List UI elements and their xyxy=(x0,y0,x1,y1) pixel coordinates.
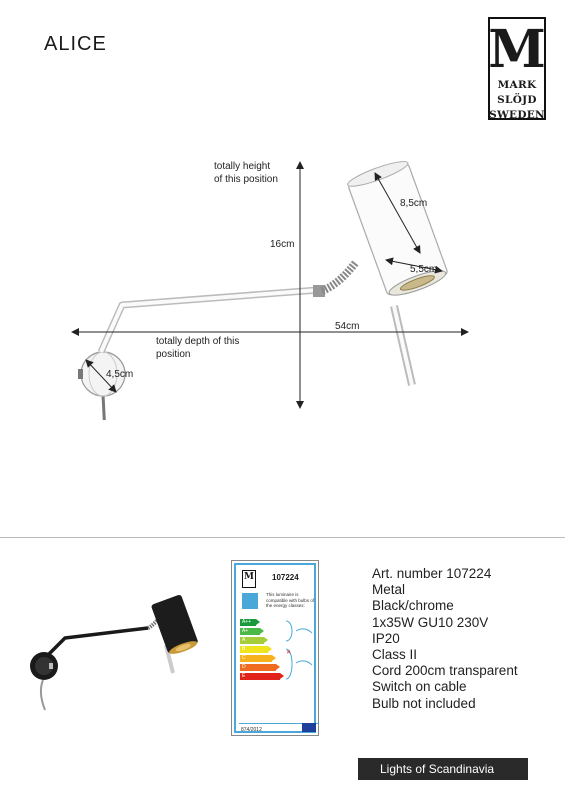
energy-label xyxy=(231,560,319,736)
eu-flag-icon xyxy=(302,723,316,732)
energy-class-d: D xyxy=(240,664,276,671)
energy-class-a: A xyxy=(240,637,264,644)
logo-monogram: M xyxy=(488,19,546,80)
spec-item: Bulb not included xyxy=(372,695,476,711)
energy-class-a-plus: A+ xyxy=(240,628,260,635)
footer-tagline: Lights of Scandinavia xyxy=(358,758,528,780)
logo-line-3: SWEDEN xyxy=(489,109,545,121)
shade-diameter-label: 5,5cm xyxy=(410,264,438,275)
energy-class-e: E xyxy=(240,673,280,680)
spec-item: 1x35W GU10 230V xyxy=(372,614,489,630)
spec-item: Switch on cable xyxy=(372,679,467,695)
product-title: ALICE xyxy=(44,33,107,55)
energy-label-text: This luminaire is compatible with bulbs of the energy classes: xyxy=(266,592,315,608)
energy-class-c: C xyxy=(240,655,272,662)
svg-text:✕: ✕ xyxy=(286,650,292,656)
depth-value: 54cm xyxy=(335,321,360,332)
spec-item: IP20 xyxy=(372,630,400,646)
dimension-drawing xyxy=(0,140,565,420)
depth-label: totally depth of this position xyxy=(156,336,240,360)
product-photo xyxy=(25,590,200,715)
spec-list xyxy=(372,566,518,712)
spec-item: Black/chrome xyxy=(372,598,454,614)
lamp-icon xyxy=(242,593,258,609)
energy-regulation: 874/2012 xyxy=(241,727,262,733)
energy-label-art-number: 107224 xyxy=(272,573,299,582)
compatibility-bracket-icon xyxy=(284,619,318,685)
height-label: totally height of this position xyxy=(214,161,278,185)
spec-item: Art. number 107224 xyxy=(372,566,492,581)
energy-class-b: B xyxy=(240,646,268,653)
base-diameter-label: 4,5cm xyxy=(106,369,134,380)
spec-item: Cord 200cm transparent xyxy=(372,663,518,679)
section-divider xyxy=(0,537,565,538)
spec-item: Metal xyxy=(372,582,406,598)
brand-logo xyxy=(488,17,546,120)
shade-length-label: 8,5cm xyxy=(400,198,428,209)
logo-line-2: SLÖJD xyxy=(497,94,537,106)
height-value: 16cm xyxy=(270,239,295,250)
spec-item: Class II xyxy=(372,647,418,663)
energy-class-a-plus-plus: A++ xyxy=(240,619,256,626)
logo-line-1: MARK xyxy=(497,79,537,91)
energy-label-logo: M xyxy=(242,570,256,588)
